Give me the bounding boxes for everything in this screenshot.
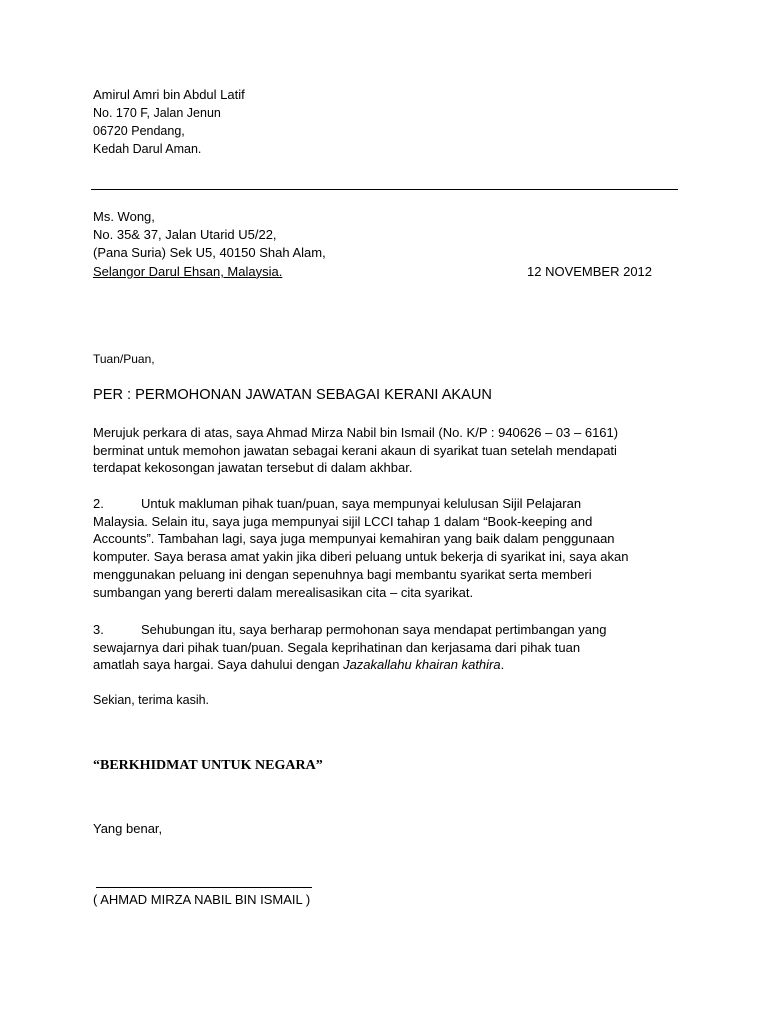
- paragraph-line: Merujuk perkara di atas, saya Ahmad Mirza Nabil bin Ismail (No. K/P : 940626 – 03 – 6161): [93, 425, 619, 440]
- recipient-name: Ms. Wong,: [93, 209, 155, 224]
- paragraph-line: Malaysia. Selain itu, saya juga mempunyai sijil LCCI tahap 1 dalam “Book-keeping and: [93, 513, 593, 529]
- paragraph-2: [93, 495, 683, 601]
- paragraph-line: Untuk makluman pihak tuan/puan, saya mempunyai kelulusan Sijil Pelajaran: [141, 496, 582, 511]
- paragraph-text: amatlah saya hargai. Saya dahului dengan: [93, 657, 344, 673]
- paragraph-1: [93, 424, 683, 477]
- recipient-address-line: No. 35& 37, Jalan Utarid U5/22,: [93, 227, 277, 243]
- signatory-name: ( AHMAD MIRZA NABIL BIN ISMAIL ): [93, 892, 311, 907]
- motto: “BERKHIDMAT UNTUK NEGARA”: [93, 758, 323, 773]
- letter-date: 12 NOVEMBER 2012: [527, 264, 653, 279]
- sender-address-line: No. 170 F, Jalan Jenun: [93, 106, 221, 120]
- paragraph-line: berminat untuk memohon jawatan sebagai kerani akaun di syarikat tuan setelah mendapati: [93, 442, 617, 458]
- signature-line: [96, 887, 312, 888]
- paragraph-line: Accounts”. Tambahan lagi, saya juga mempunyai kemahiran yang baik dalam penggunaan: [93, 531, 615, 547]
- header-divider: [91, 189, 678, 190]
- paragraph-line: menggunakan peluang ini dengan sepenuhnya bagi membantu syarikat serta memberi: [93, 566, 592, 582]
- paragraph-line: Sehubungan itu, saya berharap permohonan saya mendapat pertimbangan yang: [141, 622, 607, 637]
- paragraph-line: komputer. Saya berasa amat yakin jika diberi peluang untuk bekerja di syarikat ini, saya akan: [93, 549, 629, 565]
- paragraph-text: .: [500, 657, 505, 673]
- recipient-address-line: (Pana Suria) Sek U5, 40150 Shah Alam,: [93, 245, 326, 261]
- letter-subject: PER : PERMOHONAN JAWATAN SEBAGAI KERANI AKAUN: [93, 387, 492, 403]
- paragraph-number: 2.: [93, 496, 104, 511]
- sender-address-line: 06720 Pendang,: [93, 124, 185, 138]
- paragraph-3: [93, 621, 683, 674]
- valediction: Yang benar,: [93, 821, 163, 836]
- recipient-address-line: Selangor Darul Ehsan, Malaysia.: [93, 263, 283, 279]
- paragraph-line: sumbangan yang bererti dalam merealisasikan cita – cita syarikat.: [93, 584, 474, 600]
- paragraph-line: sewajarnya dari pihak tuan/puan. Segala keprihatinan dan kerjasama dari pihak tuan: [93, 639, 581, 655]
- italic-phrase: Jazakallahu khairan kathira: [343, 657, 501, 673]
- sender-name: Amirul Amri bin Abdul Latif: [93, 87, 245, 102]
- paragraph-number: 3.: [93, 622, 104, 637]
- closing-line: Sekian, terima kasih.: [93, 693, 210, 707]
- salutation: Tuan/Puan,: [93, 352, 155, 366]
- paragraph-line: terdapat kekosongan jawatan tersebut di dalam akhbar.: [93, 460, 413, 476]
- sender-address-line: Kedah Darul Aman.: [93, 142, 202, 156]
- paragraph-line: [93, 656, 683, 674]
- sender-address: [93, 86, 683, 158]
